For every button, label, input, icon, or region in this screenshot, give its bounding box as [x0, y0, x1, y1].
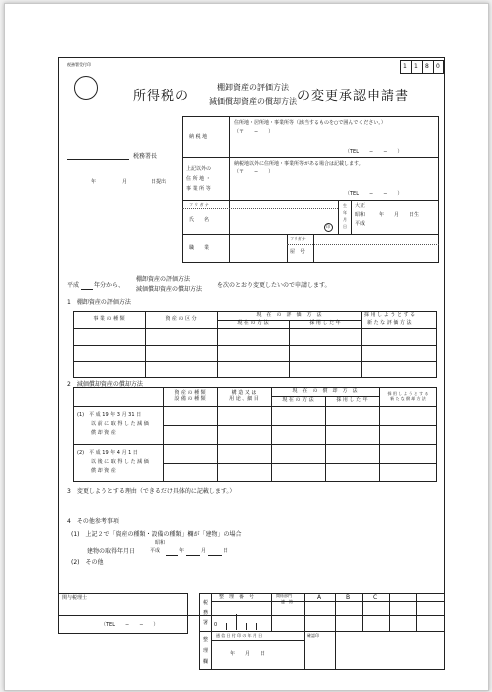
section4-showa: 昭和 — [155, 540, 166, 546]
stamp-date-label: 通 信 日 付 印 の 年 月 日 — [216, 633, 263, 638]
receipt-stamp-label: 税務署受付印 — [67, 62, 91, 67]
intro-heisei: 平成 — [67, 282, 80, 289]
section4-heading: 4 その他参考事項 — [67, 518, 119, 525]
tax-place-postal: （〒 − ） — [234, 129, 274, 135]
name-furigana-label: フ リ ガ ナ — [189, 202, 209, 207]
other-address-postal: （〒 − ） — [234, 169, 274, 175]
depreciation-col-adopted-year: 採 用 し た 年 — [336, 397, 368, 404]
dept-code-label: 関係部門 — [276, 593, 292, 598]
dept-code-label: 連 絡 — [281, 599, 293, 604]
check-stamp-label: 確認印 — [307, 633, 319, 638]
office-side-label: 務 — [203, 610, 209, 616]
depreciation-col-structure-line: 構 造 又 は — [231, 389, 257, 396]
applicant-table — [182, 116, 439, 263]
receipt-stamp-circle — [74, 76, 98, 100]
section1-heading: 1 棚卸資産の評価方法 — [67, 299, 131, 306]
birth-era: 昭和 — [355, 212, 366, 218]
intro-from: 年分から、 — [94, 282, 125, 289]
inventory-col-asset: 資 産 の 区 分 — [165, 315, 197, 322]
birth-label: 年 — [343, 210, 347, 215]
depreciation-col-type-line: 資 産 の 種 類 — [174, 389, 206, 396]
depreciation-row1-label: 償 却 資 産 — [91, 430, 116, 436]
inventory-col-adopted-year: 採 用 し た 年 — [309, 320, 341, 327]
depreciation-col-new-line: 採 用 し よ う と す る — [387, 390, 429, 396]
office-side-label: 整 — [203, 637, 209, 643]
other-address-label: 住 所 地 ・ — [186, 176, 211, 182]
stamp-date-value: 年 月 日 — [230, 651, 266, 657]
section4-month: 月 — [201, 548, 207, 554]
name-label: 氏 名 — [189, 217, 210, 223]
inventory-col-new: 新 た な 評 価 方 法 — [367, 320, 412, 326]
title-option-depreciation: 減価償却資産の償却方法 — [209, 97, 297, 106]
section4-item2: (2) その他 — [71, 559, 104, 566]
birth-era: 大正 — [355, 203, 366, 209]
depreciation-row2-label: 以 後 に 取 得 し た 減 価 — [91, 459, 149, 465]
other-address-tel: （TEL − − ） — [345, 191, 403, 197]
inventory-col-current: 現 在 の 評 価 方 法 — [256, 311, 322, 318]
title-prefix: 所得税の — [133, 89, 190, 104]
office-side-label: 理 — [203, 648, 209, 654]
shop-name-label: 屋 号 — [290, 249, 306, 255]
title-option-inventory: 棚卸資産の評価方法 — [217, 83, 289, 92]
birth-label: 月 — [343, 217, 347, 222]
section4-year: 年 — [179, 548, 185, 554]
depreciation-col-current-method: 現 在 の 方 法 — [282, 397, 314, 404]
office-side-label: 税 — [203, 600, 209, 606]
depreciation-col-structure-line: 用 途 、細 目 — [229, 395, 259, 402]
office-side-label: 欄 — [203, 659, 209, 665]
tax-place-hint: 住所地・居所地・事業所等（該当するものを○で囲んでください。） — [234, 120, 386, 126]
form-number-digit: 8 — [425, 63, 429, 70]
inventory-col-business: 事 業 の 種 類 — [93, 315, 125, 322]
birth-label: 生 — [343, 203, 347, 208]
section4-item1: (1) 上記２で「資産の種類・設備の種類」欄が「建物」の場合 — [71, 531, 242, 538]
tax-office-label: 税務署長 — [133, 153, 158, 160]
reference-number-label: 整 理 番 号 — [219, 594, 255, 600]
job-label: 職 業 — [189, 245, 210, 251]
inventory-col-current-method: 現 在 の 方 法 — [237, 320, 269, 327]
office-col-a: A — [317, 594, 322, 601]
seal-text: 印 — [326, 224, 330, 229]
birth-date: 年 月 日生 — [379, 212, 420, 218]
section2-heading: 2 減価償却資産の償却方法 — [67, 381, 143, 388]
inventory-col-new: 採 用 し よ う と す る — [364, 312, 416, 318]
intro-tail: を次のとおり変更したいので申請します。 — [217, 282, 331, 289]
other-address-hint: 納税地以外に住所地・事業所等がある場合は記載します。 — [234, 161, 364, 167]
depreciation-col-type — [163, 387, 217, 406]
shop-furigana-label: フリガナ — [290, 236, 306, 241]
depreciation-col-type-line: 設 備 の 種 類 — [174, 395, 206, 402]
depreciation-row2-label: 償 却 資 産 — [91, 468, 116, 474]
office-col-c: C — [373, 594, 378, 601]
depreciation-row1-label: 以 前 に 取 得 し た 減 価 — [91, 421, 149, 427]
date-year: 年 — [91, 179, 97, 185]
title-suffix: の変更承認申請書 — [297, 89, 410, 104]
birth-label: 日 — [343, 224, 347, 229]
other-address-label: 事 業 所 等 — [186, 186, 211, 192]
office-side-label: 署 — [203, 620, 209, 626]
tax-place-tel: （TEL − − ） — [345, 149, 403, 155]
form-number-digit: 0 — [436, 63, 440, 70]
intro-option-inventory: 棚卸資産の評価方法 — [136, 276, 191, 283]
other-address-label: 上記以外の — [186, 166, 212, 172]
office-col-b: B — [346, 594, 351, 601]
intro-option-depreciation: 減価償却資産の償却方法 — [136, 286, 203, 293]
section4-building-date-label: 建物の取得年月日 — [87, 548, 136, 555]
section3-heading: 3 変更しようとする理由（できるだけ具体的に記載します。） — [67, 488, 236, 495]
section4-day: 日 — [223, 548, 229, 554]
section4-heisei: 平成 — [150, 548, 161, 554]
tax-place-label: 納 税 地 — [189, 134, 208, 140]
depreciation-col-new-line: 新 た な 償 却 方 法 — [390, 395, 426, 401]
form-number-digit: 1 — [414, 63, 418, 70]
date-day-submitted: 日提出 — [151, 179, 167, 185]
date-month: 月 — [122, 179, 128, 185]
tax-accountant-label: 関与税理士 — [62, 595, 88, 601]
form-sheet — [4, 3, 489, 691]
depreciation-row2-label: (2) 平 成 19 年 4 月 1 日 — [77, 450, 138, 456]
depreciation-row1-label: (1) 平 成 19 年 3 月 31 日 — [77, 412, 142, 418]
depreciation-col-current: 現 在 の 償 却 方 法 — [292, 387, 358, 394]
reference-number-zero: 0 — [214, 622, 218, 628]
depreciation-col-new — [379, 387, 437, 406]
depreciation-col-structure — [217, 387, 271, 406]
birth-era: 平成 — [355, 221, 366, 227]
form-number-digit: 1 — [403, 63, 407, 70]
tax-accountant-tel: （TEL − − ） — [101, 622, 159, 628]
